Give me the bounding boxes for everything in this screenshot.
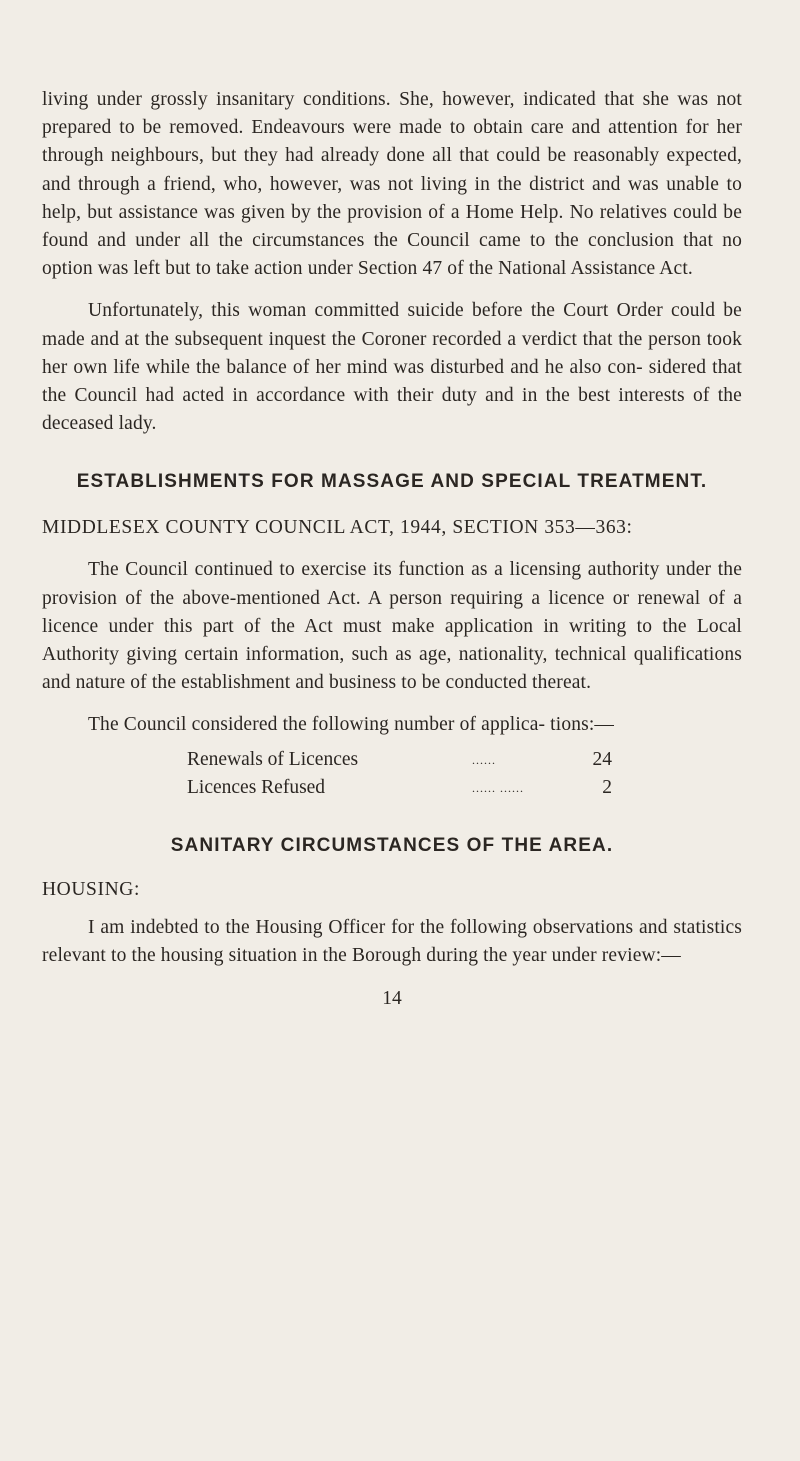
row-label: Renewals of Licences bbox=[187, 748, 359, 770]
heading-sanitary-circumstances: SANITARY CIRCUMSTANCES OF THE AREA. bbox=[170, 834, 614, 856]
page-number: 14 bbox=[382, 988, 402, 1010]
row-label: Licences Refused bbox=[187, 776, 326, 798]
row-value: 24 bbox=[592, 748, 612, 770]
leader-dots: ...... bbox=[472, 752, 496, 767]
table-row bbox=[187, 746, 612, 774]
table-row bbox=[187, 774, 612, 802]
paragraph-housing-officer: I am indebted to the Housing Officer for the following observations and statistics relevant to the housing situation in the Borough during the year under review:— bbox=[42, 916, 742, 966]
paragraph-national-assistance: living under grossly insanitary conditions. She, however, indicated that she was not prepared to be removed. Endeavours were made to obtain care and attention for her through neighbours, but they had already done all that could be reasonably expected, and through a friend, who, however, was not living in the district and was unable to help, but assistance was given by the provision of a Home Help. No relatives could be found and under all the circumstances the Council came to the conclusion that no option was left but to take action under Section 47 of the National Assistance Act. bbox=[42, 89, 742, 280]
row-value: 2 bbox=[602, 776, 612, 798]
paragraph-inquest: Unfortunately, this woman committed suicide before the Court Order could be made and at the subsequent inquest the Coroner recorded a verdict that the person took her own life while the balance of her mind was disturbed and he also con- sidered that the Council had acted in accordance with their duty and in the best interests of the deceased lady. bbox=[42, 300, 742, 435]
subheading-county-council-act: MIDDLESEX COUNTY COUNCIL ACT, 1944, SECTION 353—363: bbox=[42, 517, 633, 539]
applications-table bbox=[187, 746, 612, 802]
subheading-housing: HOUSING: bbox=[42, 878, 140, 900]
paragraph-applications: The Council considered the following number of applica- tions:— bbox=[88, 714, 615, 736]
paragraph-licensing-authority: The Council continued to exercise its function as a licensing authority under the provision of the above-mentioned Act. A person requiring a licence or renewal of a licence under this part of the Act must make application in writing to the Local Authority giving certain information, such as age, nationality, technical qualifications and nature of the establishment and business to be conducted thereat. bbox=[42, 559, 742, 694]
heading-massage-establishments: ESTABLISHMENTS FOR MASSAGE AND SPECIAL TREATMENT. bbox=[76, 471, 708, 493]
leader-dots: ...... ...... bbox=[472, 780, 524, 795]
